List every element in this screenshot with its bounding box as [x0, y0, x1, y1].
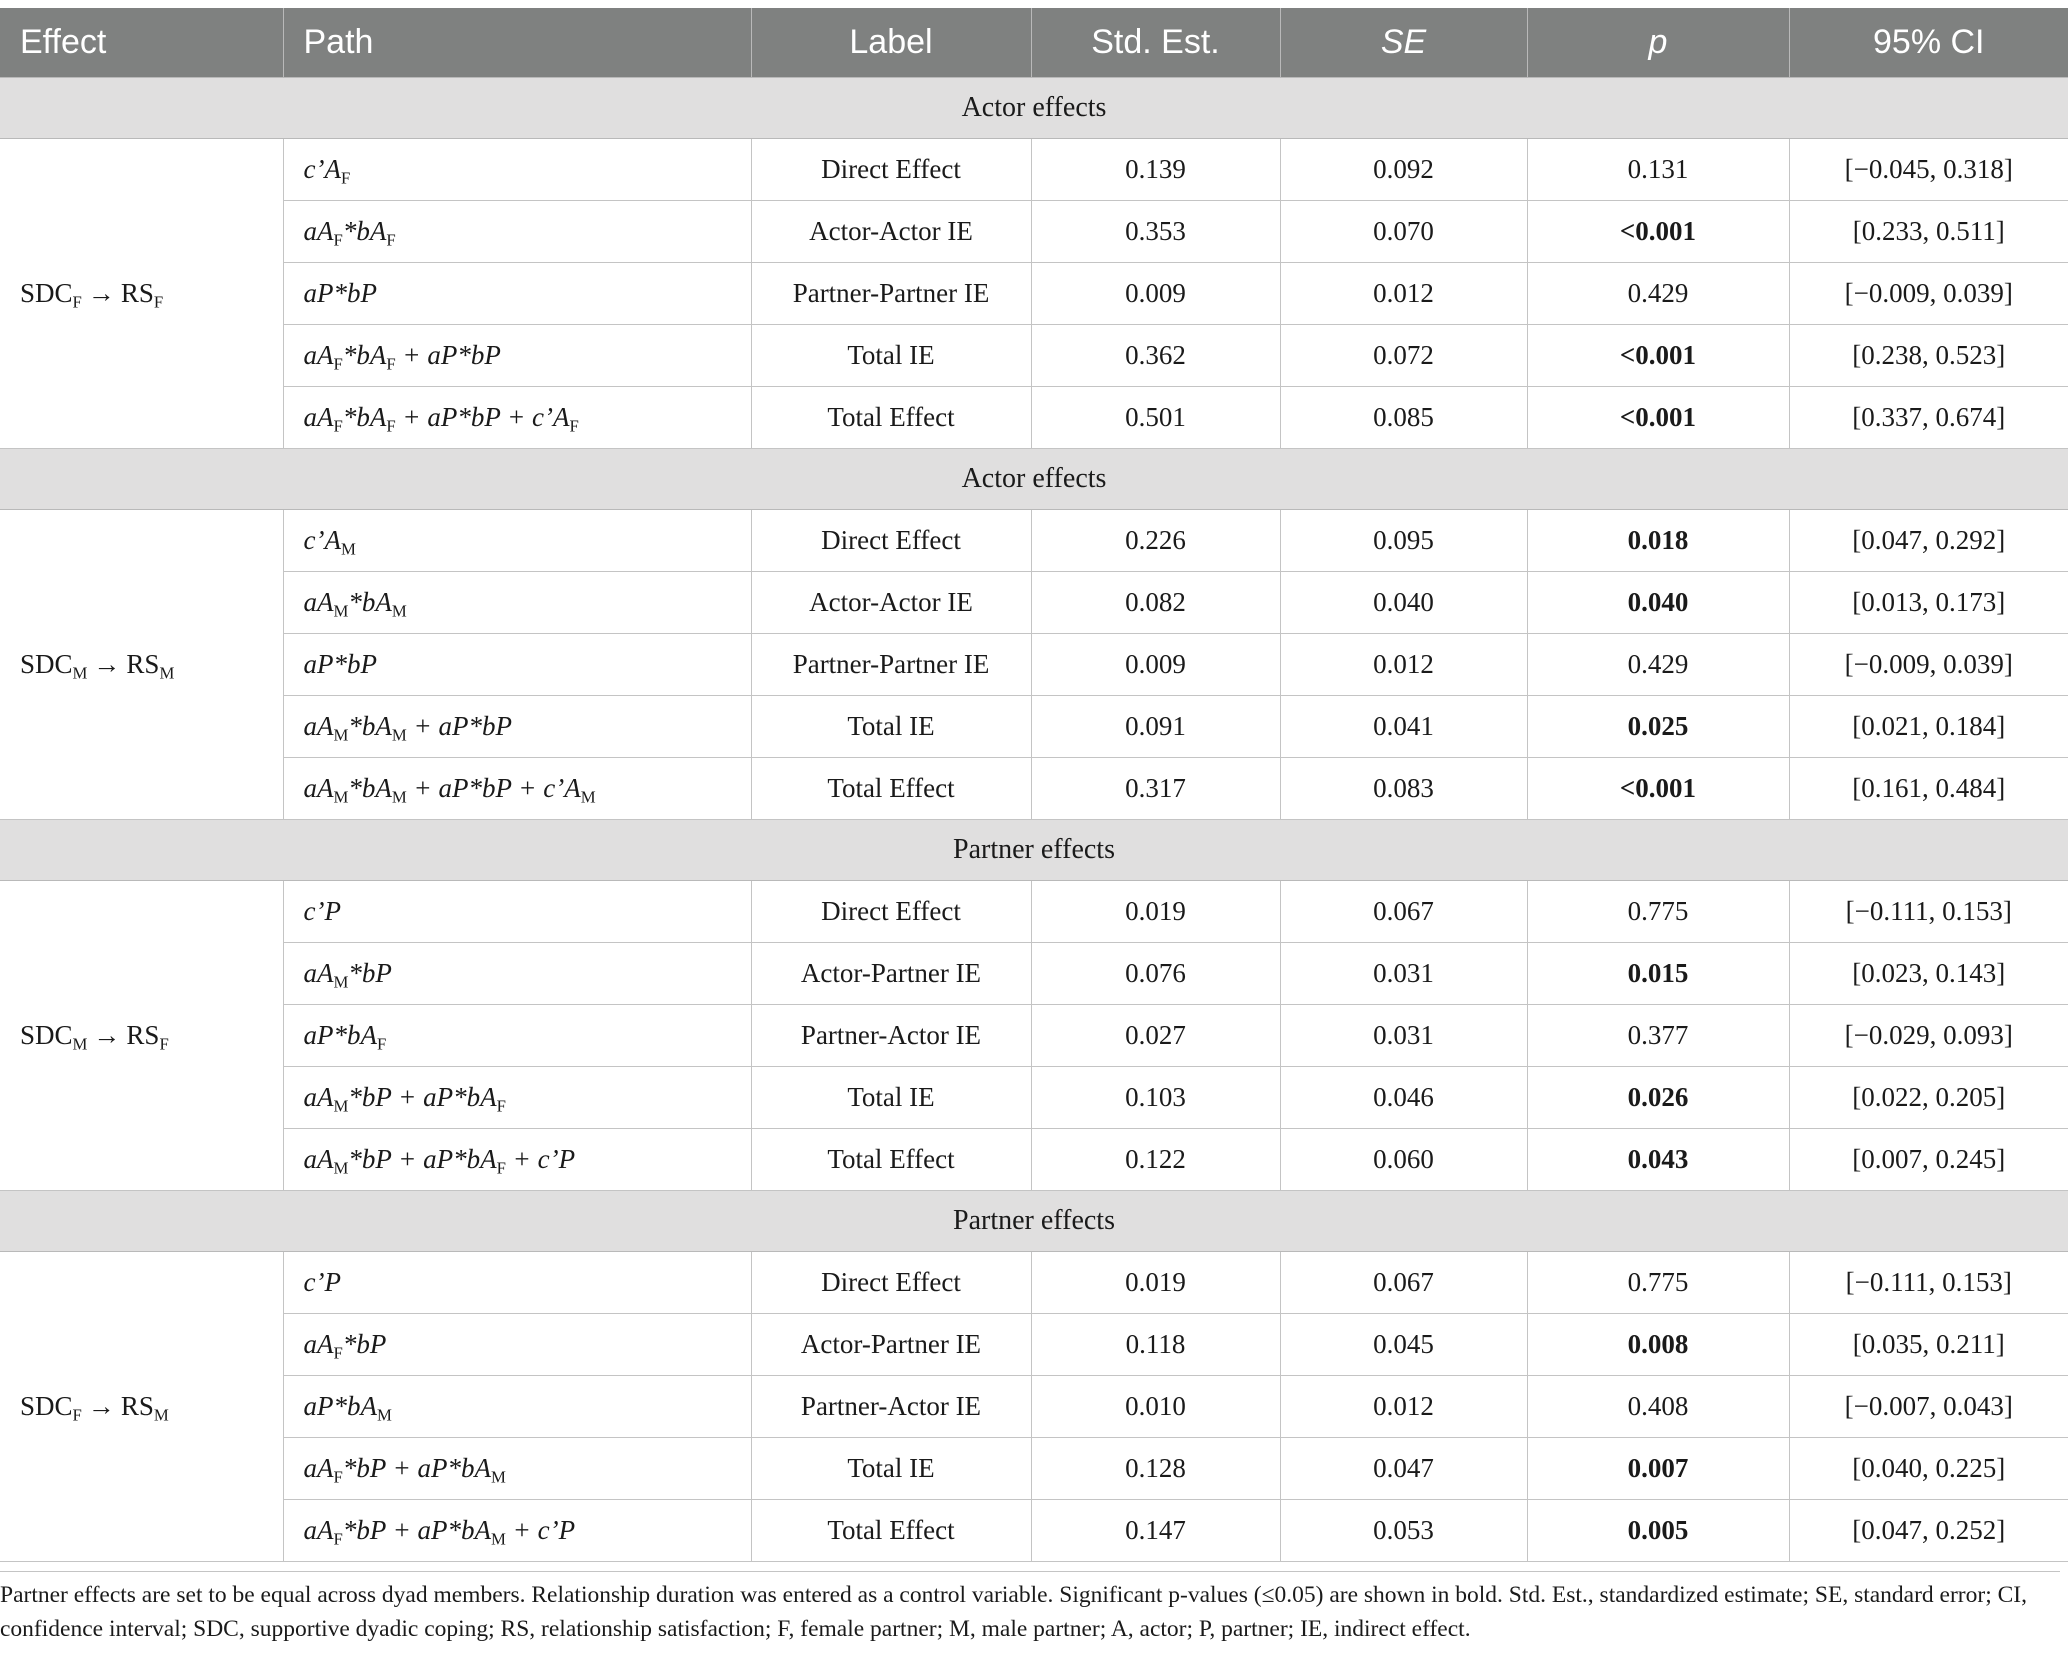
effect-cell: $SDC_F \to RS_F$ [0, 139, 283, 449]
se-cell: 0.060 [1280, 1129, 1527, 1191]
ci-cell: [0.040, 0.225] [1789, 1438, 2068, 1500]
section-title: Actor effects [0, 78, 2068, 139]
path-cell: $aA_M*bP$ [283, 943, 751, 1005]
p-cell: <0.001 [1527, 325, 1789, 387]
table-row [0, 1129, 2068, 1191]
est-cell: 0.009 [1031, 263, 1280, 325]
p-cell: 0.429 [1527, 263, 1789, 325]
p-cell: 0.377 [1527, 1005, 1789, 1067]
path-cell: $aA_F*bP + aP*bA_M$ + c’P [283, 1500, 751, 1562]
ci-cell: [0.238, 0.523] [1789, 325, 2068, 387]
ci-cell: [0.023, 0.143] [1789, 943, 2068, 1005]
results-table [0, 8, 2068, 1562]
ci-cell: [0.047, 0.292] [1789, 510, 2068, 572]
section-partner-female-to-male [0, 1191, 2068, 1562]
p-cell: 0.007 [1527, 1438, 1789, 1500]
se-cell: 0.046 [1280, 1067, 1527, 1129]
se-cell: 0.012 [1280, 634, 1527, 696]
table-row [0, 1005, 2068, 1067]
se-cell: 0.083 [1280, 758, 1527, 820]
path-cell: c’P [283, 881, 751, 943]
p-cell: 0.025 [1527, 696, 1789, 758]
ci-cell: [0.021, 0.184] [1789, 696, 2068, 758]
path-cell: c’P [283, 1252, 751, 1314]
label-cell: Total Effect [751, 1500, 1031, 1562]
se-cell: 0.095 [1280, 510, 1527, 572]
effect-cell: $SDC_M \to RS_M$ [0, 510, 283, 820]
header-label: Label [751, 8, 1031, 78]
header-std-est: Std. Est. [1031, 8, 1280, 78]
table-row [0, 325, 2068, 387]
table-row [0, 510, 2068, 572]
se-cell: 0.047 [1280, 1438, 1527, 1500]
table-row [0, 1500, 2068, 1562]
path-cell: aP*bP [283, 634, 751, 696]
se-cell: 0.092 [1280, 139, 1527, 201]
section-title: Partner effects [0, 820, 2068, 881]
label-cell: Partner-Actor IE [751, 1376, 1031, 1438]
est-cell: 0.010 [1031, 1376, 1280, 1438]
path-cell: $aA_M*bA_M$ [283, 572, 751, 634]
section-partner-male-to-female [0, 820, 2068, 1191]
est-cell: 0.009 [1031, 634, 1280, 696]
label-cell: Direct Effect [751, 510, 1031, 572]
arrow-right-icon: → [87, 1391, 115, 1421]
est-cell: 0.139 [1031, 139, 1280, 201]
p-cell: 0.131 [1527, 139, 1789, 201]
path-cell: $aA_F*bP + aP*bA_M$ [283, 1438, 751, 1500]
path-cell: $aA_M*bP + aP*bA_F$ [283, 1067, 751, 1129]
label-cell: Actor-Partner IE [751, 1314, 1031, 1376]
label-cell: Actor-Actor IE [751, 572, 1031, 634]
table-row [0, 1376, 2068, 1438]
se-cell: 0.072 [1280, 325, 1527, 387]
label-cell: Direct Effect [751, 881, 1031, 943]
header-row [0, 8, 2068, 78]
ci-cell: [−0.009, 0.039] [1789, 263, 2068, 325]
path-cell: $aA_F*bP$ [283, 1314, 751, 1376]
label-cell: Partner-Partner IE [751, 263, 1031, 325]
est-cell: 0.076 [1031, 943, 1280, 1005]
path-cell: $aP*bA_F$ [283, 1005, 751, 1067]
ci-cell: [−0.029, 0.093] [1789, 1005, 2068, 1067]
ci-cell: [0.013, 0.173] [1789, 572, 2068, 634]
path-cell: $aA_F*bA_F + aP*bP$ [283, 325, 751, 387]
se-cell: 0.067 [1280, 1252, 1527, 1314]
p-cell: <0.001 [1527, 201, 1789, 263]
p-cell: 0.775 [1527, 1252, 1789, 1314]
p-cell: <0.001 [1527, 387, 1789, 449]
table-row [0, 139, 2068, 201]
p-cell: 0.040 [1527, 572, 1789, 634]
header-ci: 95% CI [1789, 8, 2068, 78]
table-row [0, 263, 2068, 325]
table-row [0, 201, 2068, 263]
se-cell: 0.067 [1280, 881, 1527, 943]
est-cell: 0.122 [1031, 1129, 1280, 1191]
effect-cell: $SDC_F \to RS_M$ [0, 1252, 283, 1562]
label-cell: Total Effect [751, 758, 1031, 820]
path-cell: $aA_M*bP + aP*bA_F$ + c’P [283, 1129, 751, 1191]
section-actor-female [0, 78, 2068, 449]
path-cell: $aA_M*bA_M + aP*bP$ [283, 696, 751, 758]
table-row [0, 1252, 2068, 1314]
est-cell: 0.226 [1031, 510, 1280, 572]
arrow-right-icon: → [87, 278, 115, 308]
table-row [0, 1067, 2068, 1129]
path-cell: $c’A_F$ [283, 139, 751, 201]
est-cell: 0.353 [1031, 201, 1280, 263]
est-cell: 0.027 [1031, 1005, 1280, 1067]
path-cell: $aA_F*bA_F$ [283, 201, 751, 263]
label-cell: Partner-Actor IE [751, 1005, 1031, 1067]
est-cell: 0.019 [1031, 881, 1280, 943]
header-path: Path [283, 8, 751, 78]
est-cell: 0.317 [1031, 758, 1280, 820]
label-cell: Actor-Partner IE [751, 943, 1031, 1005]
ci-cell: [−0.045, 0.318] [1789, 139, 2068, 201]
est-cell: 0.103 [1031, 1067, 1280, 1129]
ci-cell: [0.337, 0.674] [1789, 387, 2068, 449]
p-cell: 0.429 [1527, 634, 1789, 696]
table-row [0, 572, 2068, 634]
se-cell: 0.041 [1280, 696, 1527, 758]
p-cell: 0.015 [1527, 943, 1789, 1005]
est-cell: 0.147 [1031, 1500, 1280, 1562]
ci-cell: [0.161, 0.484] [1789, 758, 2068, 820]
table-row [0, 881, 2068, 943]
p-cell: 0.775 [1527, 881, 1789, 943]
ci-cell: [−0.007, 0.043] [1789, 1376, 2068, 1438]
header-p: p [1527, 8, 1789, 78]
est-cell: 0.082 [1031, 572, 1280, 634]
est-cell: 0.019 [1031, 1252, 1280, 1314]
p-cell: 0.043 [1527, 1129, 1789, 1191]
ci-cell: [−0.009, 0.039] [1789, 634, 2068, 696]
path-cell: $c’A_M$ [283, 510, 751, 572]
section-title: Partner effects [0, 1191, 2068, 1252]
ci-cell: [0.035, 0.211] [1789, 1314, 2068, 1376]
table-row [0, 634, 2068, 696]
table-row [0, 696, 2068, 758]
p-cell: 0.408 [1527, 1376, 1789, 1438]
ci-cell: [−0.111, 0.153] [1789, 1252, 2068, 1314]
label-cell: Total Effect [751, 1129, 1031, 1191]
se-cell: 0.040 [1280, 572, 1527, 634]
section-title: Actor effects [0, 449, 2068, 510]
arrow-right-icon: → [93, 649, 121, 679]
label-cell: Partner-Partner IE [751, 634, 1031, 696]
path-cell: $aA_F*bA_F + aP*bP$ + $c’A_F$ [283, 387, 751, 449]
se-cell: 0.012 [1280, 263, 1527, 325]
se-cell: 0.070 [1280, 201, 1527, 263]
se-cell: 0.031 [1280, 1005, 1527, 1067]
path-cell: aP*bP [283, 263, 751, 325]
ci-cell: [0.022, 0.205] [1789, 1067, 2068, 1129]
p-cell: 0.008 [1527, 1314, 1789, 1376]
est-cell: 0.362 [1031, 325, 1280, 387]
p-cell: 0.018 [1527, 510, 1789, 572]
header-effect: Effect [0, 8, 283, 78]
ci-cell: [0.047, 0.252] [1789, 1500, 2068, 1562]
label-cell: Actor-Actor IE [751, 201, 1031, 263]
label-cell: Direct Effect [751, 1252, 1031, 1314]
est-cell: 0.091 [1031, 696, 1280, 758]
p-cell: <0.001 [1527, 758, 1789, 820]
ci-cell: [0.007, 0.245] [1789, 1129, 2068, 1191]
section-actor-male [0, 449, 2068, 820]
table-row [0, 943, 2068, 1005]
label-cell: Total IE [751, 696, 1031, 758]
ci-cell: [−0.111, 0.153] [1789, 881, 2068, 943]
se-cell: 0.031 [1280, 943, 1527, 1005]
est-cell: 0.118 [1031, 1314, 1280, 1376]
label-cell: Total IE [751, 325, 1031, 387]
path-cell: $aA_M*bA_M + aP*bP$ + $c’A_M$ [283, 758, 751, 820]
table-row [0, 387, 2068, 449]
table-row [0, 758, 2068, 820]
p-cell: 0.026 [1527, 1067, 1789, 1129]
results-table-container [0, 8, 2068, 1562]
label-cell: Direct Effect [751, 139, 1031, 201]
label-cell: Total IE [751, 1067, 1031, 1129]
path-cell: $aP*bA_M$ [283, 1376, 751, 1438]
effect-cell: $SDC_M \to RS_F$ [0, 881, 283, 1191]
p-cell: 0.005 [1527, 1500, 1789, 1562]
se-cell: 0.045 [1280, 1314, 1527, 1376]
est-cell: 0.501 [1031, 387, 1280, 449]
se-cell: 0.085 [1280, 387, 1527, 449]
se-cell: 0.053 [1280, 1500, 1527, 1562]
label-cell: Total Effect [751, 387, 1031, 449]
header-se: SE [1280, 8, 1527, 78]
ci-cell: [0.233, 0.511] [1789, 201, 2068, 263]
est-cell: 0.128 [1031, 1438, 1280, 1500]
table-footnote: Partner effects are set to be equal across dyad members. Relationship duration was entered as a control variable. Significant p-values (≤0.05) are shown in bold. Std. Est., standardized estimate; SE, standard error; CI, confidence interval; SDC, supportive dyadic coping; RS, relationship satisfaction; F, female partner; M, male partner; A, actor; P, partner; IE, indirect effect. [0, 1571, 2060, 1646]
table-row [0, 1314, 2068, 1376]
table-row [0, 1438, 2068, 1500]
se-cell: 0.012 [1280, 1376, 1527, 1438]
arrow-right-icon: → [93, 1020, 121, 1050]
label-cell: Total IE [751, 1438, 1031, 1500]
